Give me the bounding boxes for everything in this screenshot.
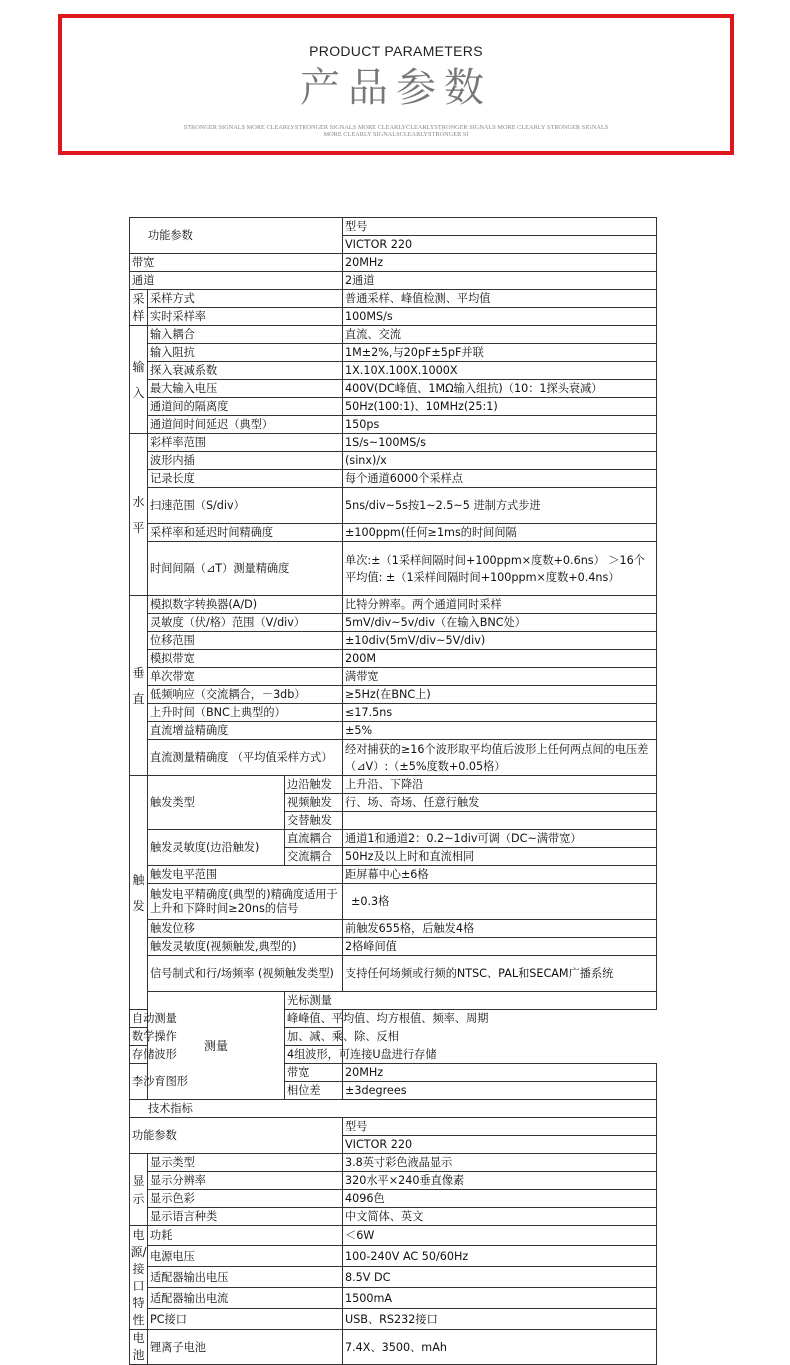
row-label: 记录长度 xyxy=(148,470,343,488)
row-value: 200M xyxy=(343,650,657,668)
table-row xyxy=(130,1010,657,1028)
row-label: 模拟带宽 xyxy=(148,650,343,668)
table-row xyxy=(130,434,657,452)
row-label: 采样方式 xyxy=(148,290,343,308)
table-row xyxy=(130,290,657,308)
row-label: 光标测量 xyxy=(285,992,657,1010)
row-value: 支持任何场频或行频的NTSC、PAL和SECAM广播系统 xyxy=(343,956,657,992)
table-row xyxy=(130,1208,657,1226)
table-row xyxy=(130,1226,657,1246)
row-label: 显示色彩 xyxy=(148,1190,343,1208)
row-label: 灵敏度（伏/格）范围（V/div） xyxy=(148,614,343,632)
row-value: 400V(DC峰值、1MΩ输入组抗)（10：1探头衰减） xyxy=(343,380,657,398)
table-row xyxy=(130,614,657,632)
row-value: 满带宽 xyxy=(343,668,657,686)
row-value: 加、减、乘、除、反相 xyxy=(285,1028,343,1046)
table-row xyxy=(130,308,657,326)
row-label: 扫速范围（S/div） xyxy=(148,488,343,524)
row-value: 7.4X、3500、mAh xyxy=(343,1330,657,1365)
trigger-type-label: 触发类型 xyxy=(148,776,285,830)
row-label: 锂离子电池 xyxy=(148,1330,343,1365)
row-label: 显示类型 xyxy=(148,1154,343,1172)
row-value: 8.5V DC xyxy=(343,1267,657,1288)
table-row xyxy=(130,1118,657,1136)
row-label: 触发电平范围 xyxy=(148,866,343,884)
row-label: 最大输入电压 xyxy=(148,380,343,398)
row-value: 直流、交流 xyxy=(343,326,657,344)
row-label: 低频响应（交流耦合，－3db） xyxy=(148,686,343,704)
row-value: 通道1和通道2：0.2~1div可调（DC~满带宽） xyxy=(343,830,657,848)
row-label: PC接口 xyxy=(148,1309,343,1330)
row-label: 触发灵敏度(视频触发,典型的) xyxy=(148,938,343,956)
table-row xyxy=(130,992,657,1010)
row-value: (sinx)/x xyxy=(343,452,657,470)
table-row xyxy=(130,704,657,722)
table-row xyxy=(130,524,657,542)
row-value xyxy=(343,812,657,830)
row-label: 位移范围 xyxy=(148,632,343,650)
vertical-category: 垂直 xyxy=(130,596,148,776)
row-value: 峰峰值、平均值、均方根值、频率、周期 xyxy=(285,1010,343,1028)
row-value: 1S/s~100MS/s xyxy=(343,434,657,452)
row-label: 显示语言种类 xyxy=(148,1208,343,1226)
row-sublabel: 直流耦合 xyxy=(285,830,343,848)
table-row xyxy=(130,1309,657,1330)
table-row xyxy=(130,740,657,776)
table-row xyxy=(130,1154,657,1172)
row-label: 彩样率范围 xyxy=(148,434,343,452)
model-value: VICTOR 220 xyxy=(343,1136,657,1154)
battery-category: 电池 xyxy=(130,1330,148,1365)
row-label: 输入阻抗 xyxy=(148,344,343,362)
row-value: 50Hz及以上时和直流相同 xyxy=(343,848,657,866)
row-label: 适配器输出电流 xyxy=(148,1288,343,1309)
row-label: 实时采样率 xyxy=(148,308,343,326)
bandwidth-label: 带宽 xyxy=(130,254,343,272)
row-value: ＜6W xyxy=(343,1226,657,1246)
table-row xyxy=(130,1190,657,1208)
row-label: 通道间的隔离度 xyxy=(148,398,343,416)
table-row xyxy=(130,920,657,938)
row-value: 比特分辨率。两个通道同时采样 xyxy=(343,596,657,614)
row-label: 波形内插 xyxy=(148,452,343,470)
row-value: 1M±2%,与20pF±5pF并联 xyxy=(343,344,657,362)
row-label: 时间间隔（⊿T）测量精确度 xyxy=(148,542,343,596)
row-value: ≤17.5ns xyxy=(343,704,657,722)
row-value: 5mV/div~5v/div（在输入BNC处） xyxy=(343,614,657,632)
row-sublabel: 视频触发 xyxy=(285,794,343,812)
bandwidth-value: 20MHz xyxy=(343,254,657,272)
row-label: 存储波形 xyxy=(130,1046,285,1064)
row-value: 4组波形，可连接U盘进行存储 xyxy=(285,1046,343,1064)
row-value: 单次:±（1采样间隔时间+100ppm×度数+0.6ns） ＞16个平均值: ±（1采样间隔时间+100ppm×度数+0.4ns） xyxy=(343,542,657,596)
table-row xyxy=(130,380,657,398)
table-row xyxy=(130,218,657,236)
row-value: 1500mA xyxy=(343,1288,657,1309)
row-value: ≥5Hz(在BNC上) xyxy=(343,686,657,704)
sampling-category: 采样 xyxy=(130,290,148,326)
row-value: 100MS/s xyxy=(343,308,657,326)
title-zh: 产品参数 xyxy=(300,65,492,111)
row-value: 上升沿、下降沿 xyxy=(343,776,657,794)
table-row xyxy=(130,596,657,614)
row-label: 直流增益精确度 xyxy=(148,722,343,740)
measure-category: 测量 xyxy=(148,992,285,1100)
row-label: 采样率和延迟时间精确度 xyxy=(148,524,343,542)
func-params-label: 功能参数 xyxy=(130,218,343,254)
row-label: 信号制式和行/场频率 (视频触发类型) xyxy=(148,956,343,992)
row-value: 4096色 xyxy=(343,1190,657,1208)
row-value: 150ps xyxy=(343,416,657,434)
table-row xyxy=(130,344,657,362)
title-en: PRODUCT PARAMETERS xyxy=(309,43,483,59)
table-row xyxy=(130,272,657,290)
table-row xyxy=(130,542,657,596)
row-value: 320水平×240垂直像素 xyxy=(343,1172,657,1190)
horizontal-category: 水平 xyxy=(130,434,148,596)
header-banner xyxy=(58,14,734,155)
row-value: USB、RS232接口 xyxy=(343,1309,657,1330)
model-value: VICTOR 220 xyxy=(343,236,657,254)
table-row xyxy=(130,452,657,470)
row-label: 输入耦合 xyxy=(148,326,343,344)
row-value: ±0.3格 xyxy=(343,884,657,920)
table-row xyxy=(130,632,657,650)
row-value: ±10div(5mV/div~5V/div) xyxy=(343,632,657,650)
row-value: ±100ppm(任何≥1ms的时间间隔 xyxy=(343,524,657,542)
table-row xyxy=(130,470,657,488)
row-value: 普通采样、峰值检测、平均值 xyxy=(343,290,657,308)
row-sublabel: 带宽 xyxy=(285,1064,343,1082)
row-label: 单次带宽 xyxy=(148,668,343,686)
table-row xyxy=(130,1172,657,1190)
row-label: 直流测量精确度 （平均值采样方式） xyxy=(148,740,343,776)
model-label: 型号 xyxy=(343,1118,657,1136)
row-sublabel: 交流耦合 xyxy=(285,848,343,866)
table-row xyxy=(130,956,657,992)
row-value: 1X.10X.100X.1000X xyxy=(343,362,657,380)
row-value: 经对捕获的≥16个波形取平均值后波形上任何两点间的电压差（⊿V）:（±5%度数+0.05格） xyxy=(343,740,657,776)
func-params-label: 功能参数 xyxy=(130,1118,343,1154)
row-value: 5ns/div~5s按1~2.5~5 进制方式步进 xyxy=(343,488,657,524)
table-row xyxy=(130,1267,657,1288)
table-row xyxy=(130,938,657,956)
row-value: 100-240V AC 50/60Hz xyxy=(343,1246,657,1267)
table-row xyxy=(130,722,657,740)
channels-value: 2通道 xyxy=(343,272,657,290)
row-value: 前触发655格，后触发4格 xyxy=(343,920,657,938)
input-category: 输入 xyxy=(130,326,148,434)
table-row xyxy=(130,488,657,524)
row-label: 上升时间（BNC上典型的） xyxy=(148,704,343,722)
row-value: 3.8英寸彩色液晶显示 xyxy=(343,1154,657,1172)
model-label: 型号 xyxy=(343,218,657,236)
banner-subtitle: STRONGER SIGNALS MORE CLEARLYSTRONGER SIGNALS MORE CLEARLYCLEARLYSTRONGER SIGNALS MORE CLEARLY STRONGER SIGNALS MORE CLEARLY SIGNALSCLEARLYSTRONGER SI xyxy=(183,124,609,138)
row-value: ±3degrees xyxy=(343,1082,657,1100)
table-row xyxy=(130,1246,657,1267)
row-sublabel: 交替触发 xyxy=(285,812,343,830)
row-sublabel: 相位差 xyxy=(285,1082,343,1100)
power-category: 电源/接口特性 xyxy=(130,1226,148,1330)
row-label: 通道间时间延迟（典型） xyxy=(148,416,343,434)
row-value: 行、场、奇场、任意行触发 xyxy=(343,794,657,812)
table-row xyxy=(130,362,657,380)
table-row xyxy=(130,668,657,686)
row-label: 触发位移 xyxy=(148,920,343,938)
table-row xyxy=(130,686,657,704)
table-row xyxy=(130,884,657,920)
parameter-table xyxy=(129,217,657,1365)
row-label: 功耗 xyxy=(148,1226,343,1246)
row-label: 显示分辨率 xyxy=(148,1172,343,1190)
row-label: 模拟数字转换器(A/D) xyxy=(148,596,343,614)
lissajous-label: 李沙育图形 xyxy=(130,1064,148,1100)
row-value: 2格峰间值 xyxy=(343,938,657,956)
row-value: 50Hz(100:1)、10MHz(25:1) xyxy=(343,398,657,416)
table-row xyxy=(130,650,657,668)
row-value: 每个通道6000个采样点 xyxy=(343,470,657,488)
table-row xyxy=(130,326,657,344)
table-row xyxy=(130,866,657,884)
row-label: 数学操作 xyxy=(130,1028,285,1046)
row-value: 中文简体、英文 xyxy=(343,1208,657,1226)
row-value: ±5% xyxy=(343,722,657,740)
row-label: 电源电压 xyxy=(148,1246,343,1267)
row-value: 距屏幕中心±6格 xyxy=(343,866,657,884)
table-row xyxy=(130,1288,657,1309)
row-label: 适配器输出电压 xyxy=(148,1267,343,1288)
table-row xyxy=(130,1330,657,1365)
tech-title: 技术指标 xyxy=(130,1100,657,1118)
channels-label: 通道 xyxy=(130,272,343,290)
row-label: 探入衰减系数 xyxy=(148,362,343,380)
row-label: 触发电平精确度(典型的)精确度适用于上升和下降时间≥20ns的信号 xyxy=(148,884,343,920)
trigger-sens-label: 触发灵敏度(边沿触发) xyxy=(148,830,285,866)
row-value: 20MHz xyxy=(343,1064,657,1082)
table-row xyxy=(130,416,657,434)
trigger-category: 触发 xyxy=(130,776,148,1010)
table-row xyxy=(130,1100,657,1118)
table-row xyxy=(130,254,657,272)
table-row xyxy=(130,776,657,794)
row-sublabel: 边沿触发 xyxy=(285,776,343,794)
row-label: 自动测量 xyxy=(130,1010,285,1028)
table-row xyxy=(130,398,657,416)
display-category: 显示 xyxy=(130,1154,148,1226)
table-row xyxy=(130,830,657,848)
